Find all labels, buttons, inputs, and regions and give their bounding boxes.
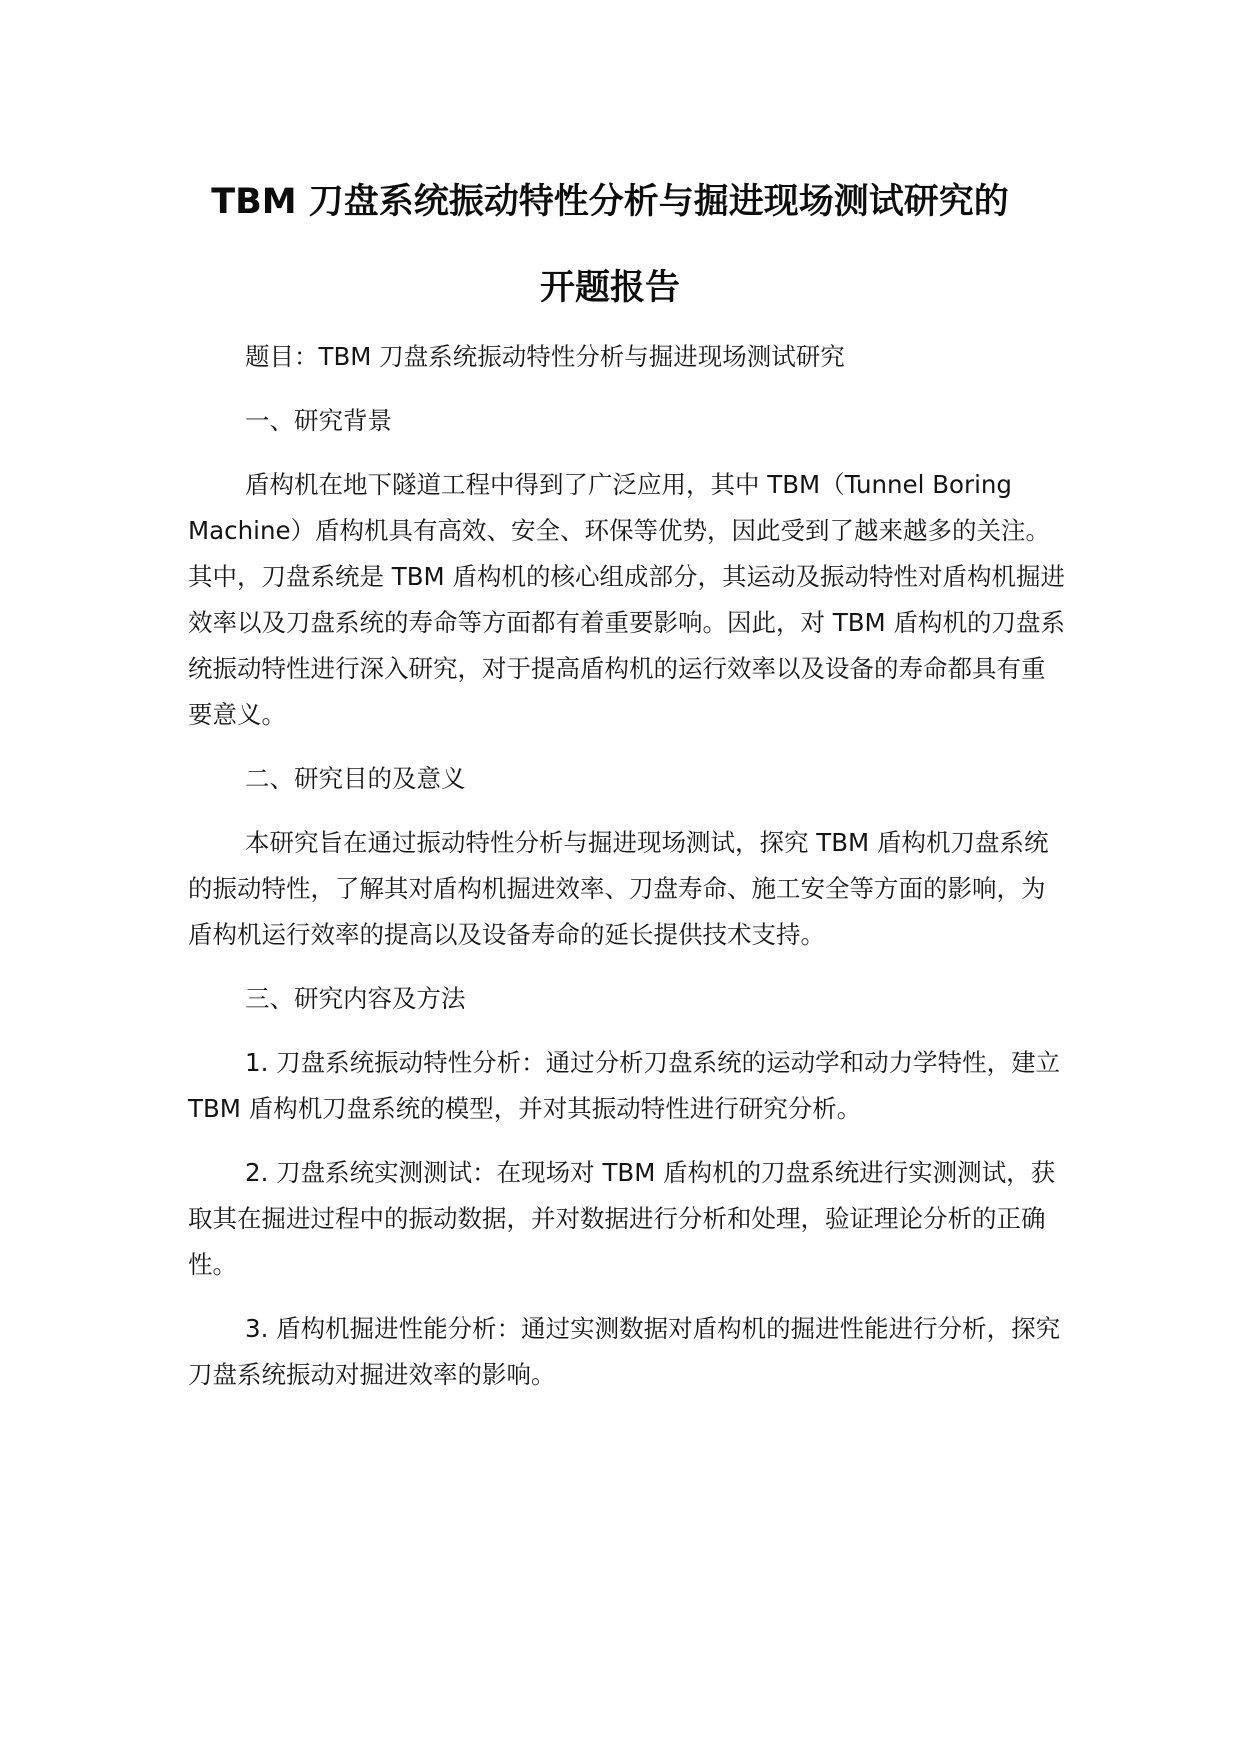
list-item-3: 3. 盾构机掘进性能分析：通过实测数据对盾构机的掘进性能进行分析，探究刀盘系统振动对掘进效率的影响。 <box>188 1314 1061 1389</box>
document-title-line-1: TBM 刀盘系统振动特性分析与掘进现场测试研究的 <box>211 182 1009 222</box>
section-heading-purpose: 二、研究目的及意义 <box>245 764 466 793</box>
topic-line: 题目：TBM 刀盘系统振动特性分析与掘进现场测试研究 <box>245 342 845 371</box>
section-heading-content-methods: 三、研究内容及方法 <box>245 984 466 1013</box>
paragraph-background: 盾构机在地下隧道工程中得到了广泛应用，其中 TBM（Tunnel Boring Machine）盾构机具有高效、安全、环保等优势，因此受到了越来越多的关注。其中，刀盘系统是 TBM 盾构机的核心组成部分，其运动及振动特性对盾构机掘进效率以及刀盘系统的寿命等方面都有着重要影响。因此，对 TBM 盾构机的刀盘系统振动特性进行深入研究，对于提高盾构机的运行效率以及设备的寿命都具有重要意义。 <box>188 470 1065 729</box>
paragraph-purpose: 本研究旨在通过振动特性分析与掘进现场测试，探究 TBM 盾构机刀盘系统的振动特性，了解其对盾构机掘进效率、刀盘寿命、施工安全等方面的影响，为盾构机运行效率的提高以及设备寿命的延长提供技术支持。 <box>188 828 1049 949</box>
document-body <box>188 334 1068 1398</box>
list-item-1: 1. 刀盘系统振动特性分析：通过分析刀盘系统的运动学和动力学特性，建立 TBM 盾构机刀盘系统的模型，并对其振动特性进行研究分析。 <box>188 1048 1061 1123</box>
list-item-2: 2. 刀盘系统实测测试：在现场对 TBM 盾构机的刀盘系统进行实测测试，获取其在掘进过程中的振动数据，并对数据进行分析和处理，验证理论分析的正确性。 <box>188 1158 1056 1279</box>
document-title-line-2: 开题报告 <box>539 268 680 308</box>
section-heading-background: 一、研究背景 <box>245 406 392 435</box>
